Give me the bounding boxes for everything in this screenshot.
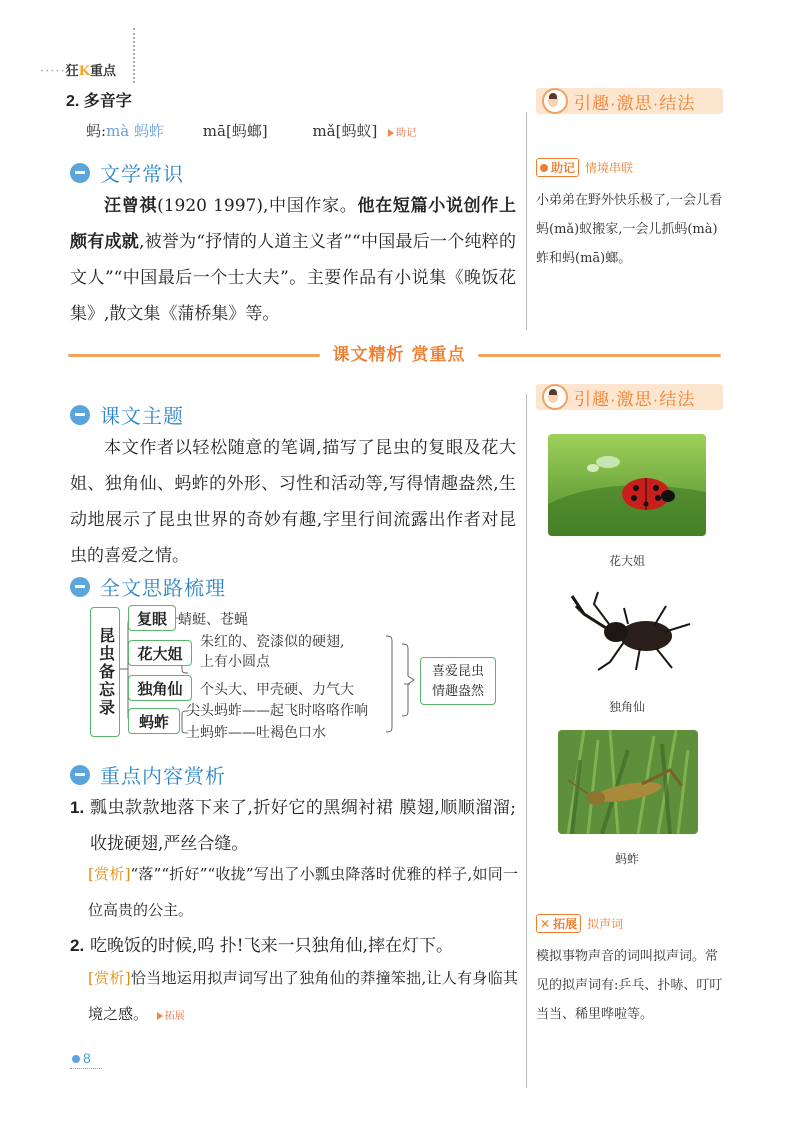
page-number-underline	[70, 1068, 102, 1069]
theme-paragraph: 本文作者以轻松随意的笔调,描写了昆虫的复眼及花大姐、独角仙、蚂蚱的外形、习性和活动等,写得情趣盎然,生动地展示了昆虫世界的奇妙有趣,字里行间流露出作者对昆虫的喜爱之情。	[70, 438, 516, 566]
mindmap-node-grasshopper: 蚂蚱	[128, 708, 180, 734]
polyphone-heading: 2. 多音字	[66, 93, 132, 110]
leaf-icon	[72, 1055, 80, 1063]
ext-tag: ✕ 拓展	[536, 914, 581, 933]
outline-heading: 全文思路梳理	[70, 572, 226, 601]
mindmap-desc-grasshopper: 尖头蚂蚱——起飞时咯咯作响 土蚂蚱——吐褐色口水	[186, 703, 368, 741]
band-title: 课文精析 赏重点	[332, 345, 466, 365]
ext-text: 模拟事物声音的词叫拟声词。常见的拟声词有:乒乓、扑哧、叮叮当当、稀里哗啦等。	[536, 949, 723, 1022]
mindmap-node-compound-eye: 复眼	[128, 605, 176, 631]
mindmap-right-bracket	[398, 640, 422, 720]
memo-tag-row: 助记 情境串联	[536, 158, 633, 177]
literature-heading: 文学常识	[70, 158, 184, 187]
key-item-2: 2. 吃晚饭的时候,呜 扑!飞来一只独角仙,摔在灯下。	[70, 936, 454, 956]
key-item-1-note: [赏析]“落”“折好”“收拢”写出了小瓢虫降落时优雅的样子,如同一位高贵的公主。	[88, 865, 518, 919]
key-item-1: 1. 瓢虫款款地落下来了,折好它的黑绸衬裙 膜翅,顺顺溜溜;收拢硬翅,严丝合缝。	[70, 798, 516, 854]
side-divider-2	[526, 394, 527, 1088]
mindmap-desc-compound-eye: 蜻蜓、苍蝇	[178, 612, 248, 628]
mindmap-root: 昆虫备忘录	[90, 607, 120, 737]
band-line-right	[478, 354, 721, 357]
key-heading: 重点内容赏析	[70, 760, 226, 789]
corner-logo: ·····狂K重点	[40, 64, 117, 79]
section-badge-icon	[70, 405, 90, 425]
band-line-left	[68, 354, 320, 357]
polyphone-row: 蚂:mà 蚂蚱 mā[蚂螂] mǎ[蚂蚁] 助记	[86, 122, 417, 140]
mindmap-node-beetle: 独角仙	[128, 675, 192, 701]
section-badge-icon	[70, 577, 90, 597]
grasshopper-caption: 蚂蚱	[614, 852, 639, 866]
ext-tag-row: ✕ 拓展 拟声词	[536, 914, 623, 933]
corner-divider	[133, 28, 135, 83]
grasshopper-photo	[558, 730, 698, 834]
mindmap-node-ladybug: 花大姐	[128, 640, 192, 666]
page-number: 8	[72, 1050, 91, 1066]
mindmap-desc-ladybug: 朱红的、瓷漆似的硬翅, 上有小圆点	[200, 634, 345, 670]
theme-heading: 课文主题	[70, 400, 184, 429]
side-head-1: 引趣·激思·结法	[536, 88, 723, 114]
ladybug-photo	[548, 434, 706, 536]
side-head-2: 引趣·激思·结法	[536, 384, 723, 410]
mindmap-conclusion: 喜爱昆虫 情趣盎然	[420, 657, 496, 705]
memo-tag: 助记	[536, 158, 579, 177]
memo-text: 小弟弟在野外快乐极了,一会儿看蚂(mǎ)蚁搬家,一会儿抓蚂(mà)蚱和蚂(mā)螂。	[536, 193, 723, 266]
section-badge-icon	[70, 765, 90, 785]
side-divider-1	[526, 112, 527, 330]
ladybug-caption: 花大姐	[608, 554, 645, 568]
teacher-avatar-icon	[542, 384, 568, 410]
section-badge-icon	[70, 163, 90, 183]
teacher-avatar-icon	[542, 88, 568, 114]
beetle-photo	[554, 584, 702, 680]
mindmap-desc-beetle: 个头大、甲壳硬、力气大	[200, 682, 354, 698]
key-item-2-note: [赏析]恰当地运用拟声词写出了独角仙的莽撞笨拙,让人有身临其境之感。 拓展	[88, 969, 518, 1023]
literature-paragraph: 汪曾祺(1920 1997),中国作家。他在短篇小说创作上颇有成就,被誉为“抒情的人道主义者”“中国最后一个纯粹的文人”“中国最后一个士大夫”。主要作品有小说集《晚饭花集》,散文集《蒲桥集》等。	[70, 196, 517, 324]
beetle-caption: 独角仙	[608, 700, 645, 714]
